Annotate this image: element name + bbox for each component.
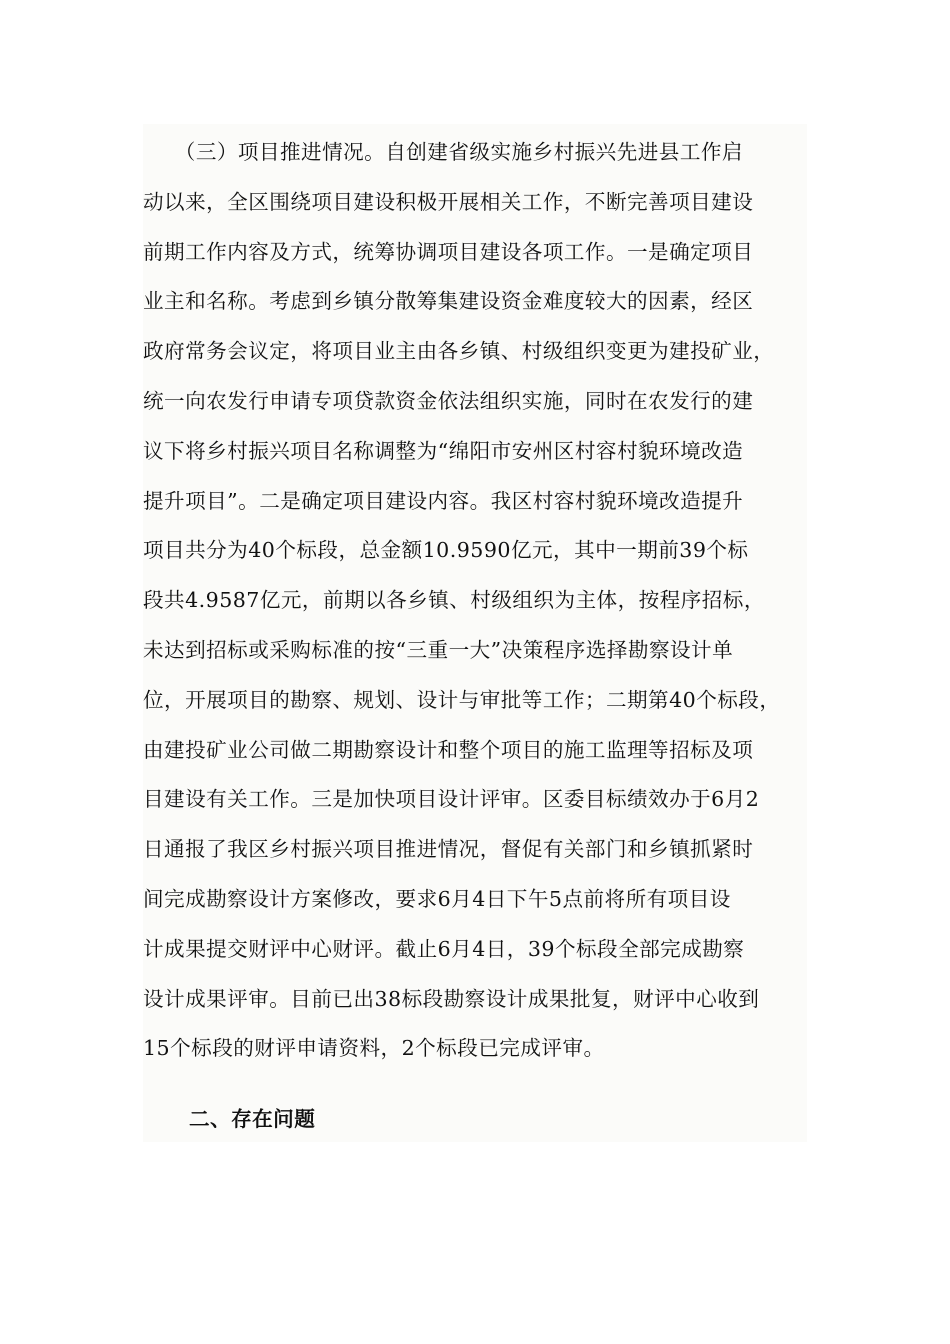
project-progress-paragraph: （三）项目推进情况。自创建省级实施乡村振兴先进县工作启 动以来，全区围绕项目建设积极开展相关工作，不断完善项目建设 前期工作内容及方式，统筹协调项目建设各项工作。一是确定项目 业主和名称。考虑到乡镇分散筹集建设资金难度较大的因素，经区 政府常务会议定，将项目业主由各乡镇、村级组织变更为建投矿业， 统一向农发行申请专项贷款资金依法组织实施，同时在农发行的建 议下将乡村振兴项目名称调整为“绵阳市安州区村容村貌环境改造 提升项目”。二是确定项目建设内容。我区村容村貌环境改造提升 项目共分为40个标段，总金额10.9590亿元，其中一期前39个标 段共4.9587亿元，前期以各乡镇、村级组织为主体，按程序招标， 未达到招标或采购标准的按“三重一大”决策程序选择勘察设计单 位，开展项目的勘察、规划、设计与审批等工作；二期第40个标段， 由建投矿业公司做二期勘察设计和整个项目的施工监理等招标及项 目建设有关工作。三是加快项目设计评审。区委目标绩效办于6月2 日通报了我区乡村振兴项目推进情况，督促有关部门和乡镇抓紧时 间完成勘察设计方案修改，要求6月4日下午5点前将所有项目设 计成果提交财评中心财评。截止6月4日，39个标段全部完成勘察 设计成果评审。目前已出38标段勘察设计成果批复，财评中心收到 15个标段的财评申请资料，2个标段已完成评审。 [143,140,781,1061]
section-heading-existing-problems: 二、存在问题 [189,1107,316,1131]
